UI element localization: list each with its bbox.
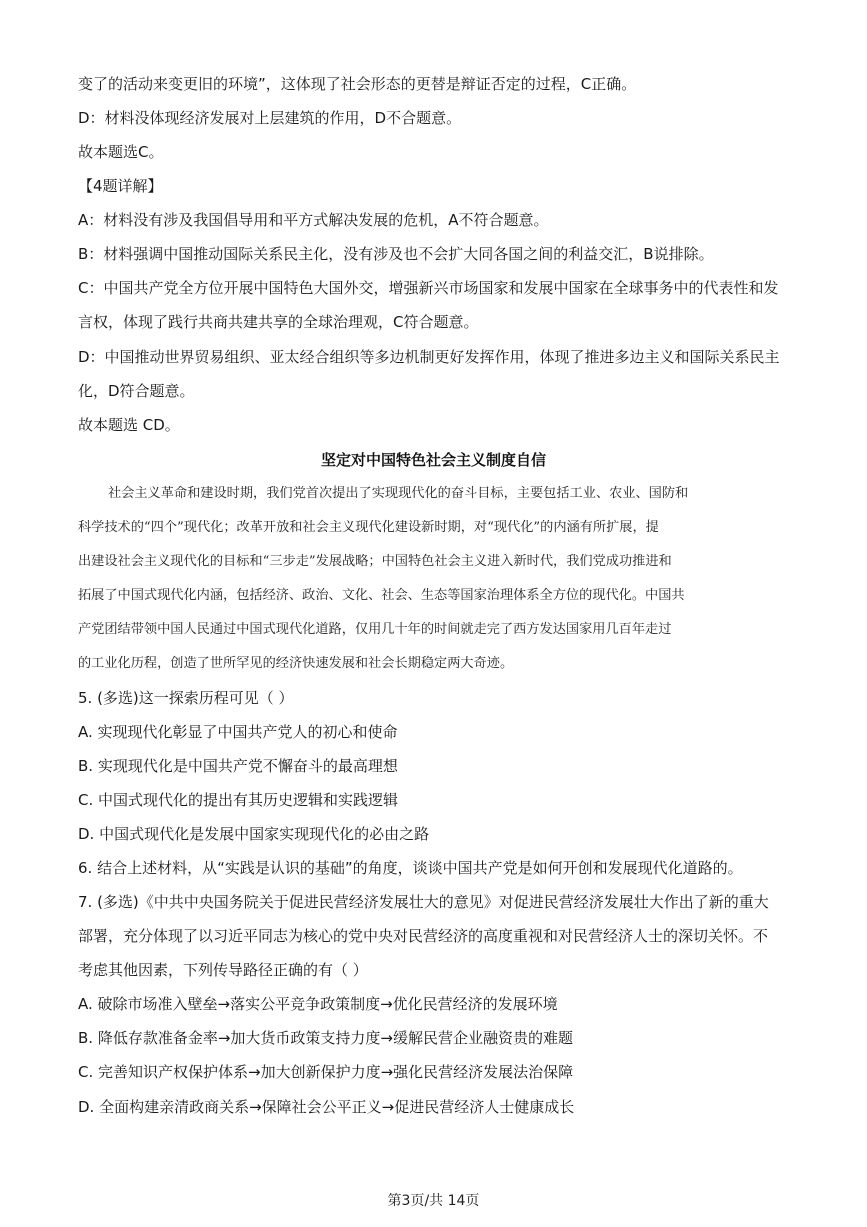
material-line: 的工业化历程，创造了世所罕见的经济快速发展和社会长期稳定两大奇迹。 [78, 656, 514, 671]
answer-line: 故本题选 CD。 [78, 416, 180, 434]
question-option: B. 实现现代化是中国共产党不懈奋斗的最高理想 [78, 757, 398, 775]
material-title: 坚定对中国特色社会主义制度自信 [320, 451, 546, 469]
question-5: 5. (多选)这一探索历程可见（ ） [78, 689, 294, 707]
question-option: D. 中国式现代化是发展中国家实现现代化的必由之路 [78, 825, 430, 843]
page-number: 第3页/共 14页 [387, 1193, 480, 1209]
question-6: 6. 结合上述材料，从“实践是认识的基础”的角度，谈谈中国共产党是如何开创和发展现代化道路的。 [78, 859, 743, 877]
question-option: D. 全面构建亲清政商关系→保障社会公平正义→促进民营经济人士健康成长 [78, 1098, 575, 1116]
question-7-cont: 考虑其他因素，下列传导路径正确的有（ ） [78, 961, 368, 979]
question-7: 7. (多选)《中共中央国务院关于促进民营经济发展壮大的意见》对促进民营经济发展壮大作出了新的重大 [78, 893, 769, 911]
analysis-line: B：材料强调中国推动国际关系民主化，没有涉及也不会扩大同各国之间的利益交汇，B说排除。 [78, 245, 714, 263]
material-line: 拓展了中国式现代化内涵，包括经济、政治、文化、社会、生态等国家治理体系全方位的现代化。中国共 [78, 588, 685, 603]
analysis-line: C：中国共产党全方位开展中国特色大国外交，增强新兴市场国家和发展中国家在全球事务中的代表性和发 [78, 279, 779, 297]
analysis-line: A：材料没有涉及我国倡导用和平方式解决发展的危机，A不符合题意。 [78, 211, 549, 229]
question-option: A. 实现现代化彰显了中国共产党人的初心和使命 [78, 723, 398, 741]
material-line: 科学技术的“四个”现代化；改革开放和社会主义现代化建设新时期，对“现代化”的内涵有所扩展，提 [78, 520, 659, 535]
section-heading: 【4题详解】 [78, 177, 163, 195]
analysis-line: 化，D符合题意。 [78, 382, 195, 400]
question-7-cont: 部署，充分体现了以习近平同志为核心的党中央对民营经济的高度重视和对民营经济人士的深切关怀。不 [78, 927, 769, 945]
analysis-line: D：材料没体现经济发展对上层建筑的作用，D不合题意。 [78, 109, 462, 127]
question-option: B. 降低存款准备金率→加大货币政策支持力度→缓解民营企业融资贵的难题 [78, 1029, 573, 1047]
question-option: A. 破除市场准入壁垒→落实公平竞争政策制度→优化民营经济的发展环境 [78, 995, 558, 1013]
analysis-line: D：中国推动世界贸易组织、亚太经合组织等多边机制更好发挥作用，体现了推进多边主义和国际关系民主 [78, 348, 780, 366]
question-option: C. 中国式现代化的提出有其历史逻辑和实践逻辑 [78, 791, 399, 809]
analysis-line: 变了的活动来变更旧的环境”，这体现了社会形态的更替是辩证否定的过程，C正确。 [78, 75, 637, 93]
material-line: 产党团结带领中国人民通过中国式现代化道路，仅用几十年的时间就走完了西方发达国家用几百年走过 [78, 622, 672, 637]
question-option: C. 完善知识产权保护体系→加大创新保护力度→强化民营经济发展法治保障 [78, 1063, 574, 1081]
analysis-line: 故本题选C。 [78, 143, 164, 161]
analysis-line: 言权，体现了践行共商共建共享的全球治理观，C符合题意。 [78, 313, 479, 331]
material-line: 出建设社会主义现代化的目标和“三步走”发展战略；中国特色社会主义进入新时代，我们党成功推进和 [78, 554, 672, 569]
material-line: 社会主义革命和建设时期，我们党首次提出了实现现代化的奋斗目标，主要包括工业、农业、国防和 [108, 486, 689, 501]
